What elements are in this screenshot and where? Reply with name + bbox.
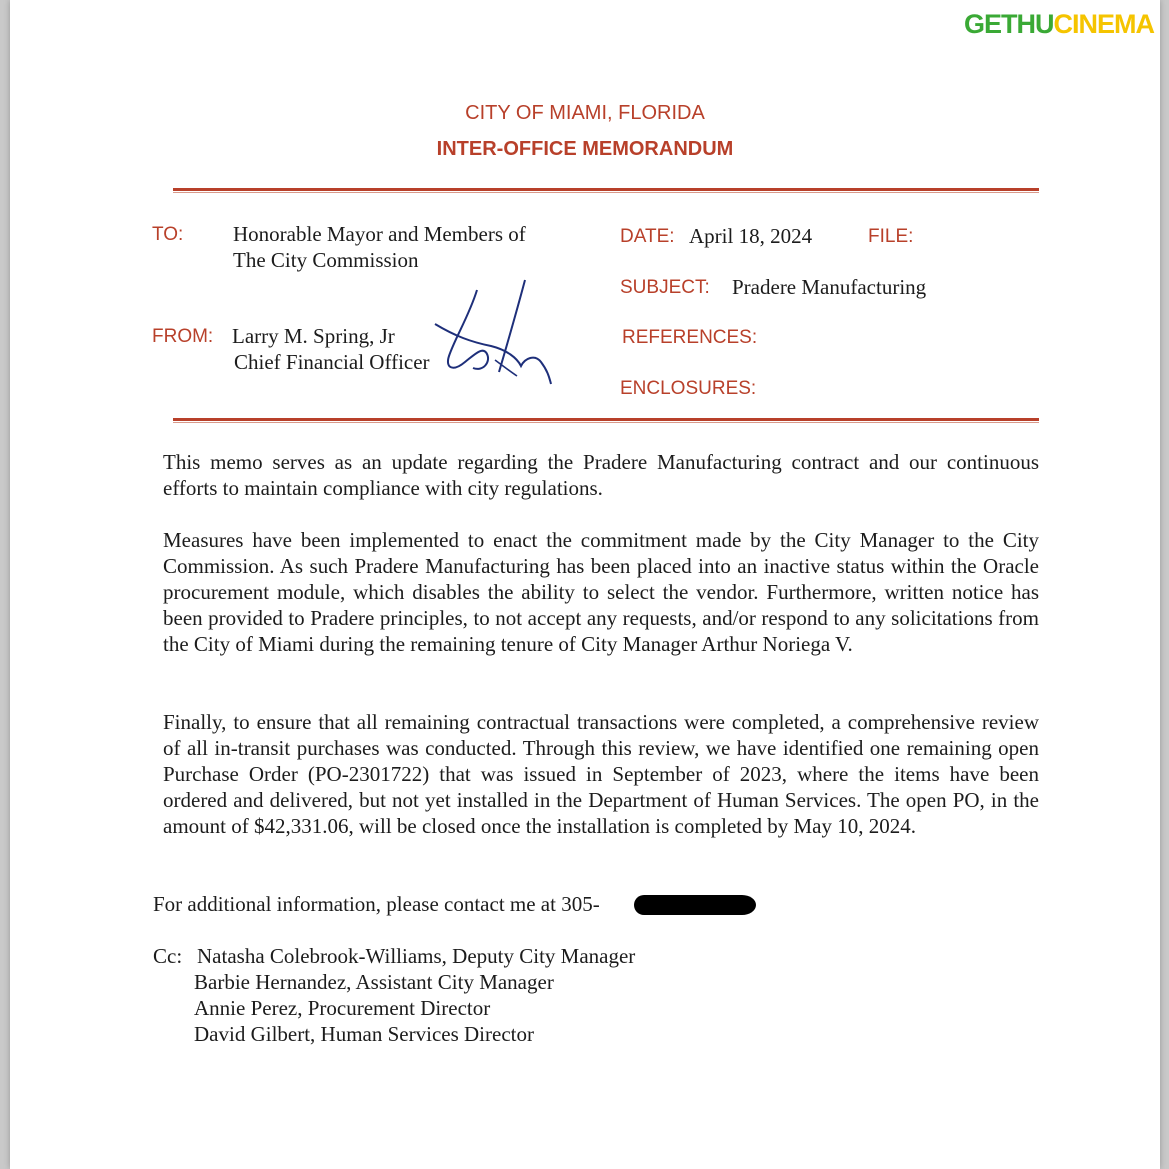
top-divider (173, 188, 1039, 191)
cc-recipient-1: Natasha Colebrook-Williams, Deputy City Manager (197, 944, 636, 968)
cc-recipient-3: Annie Perez, Procurement Director (194, 996, 491, 1020)
watermark-text-right: CINEMA (1053, 8, 1154, 39)
body-paragraph-3: Finally, to ensure that all remaining contractual transactions were completed, a comprehensive review of all in-transit purchases was conducted. Through this review, we have identified one remaining open Purchase Order (PO-2301722) that was issued in September of 2023, where the items have been ordered and delivered, but not yet installed in the Department of Human Services. The open PO, in the amount of $42,331.06, will be closed once the installation is completed by May 10, 2024. (163, 710, 1039, 838)
to-recipient-line2: The City Commission (233, 248, 419, 272)
org-title: CITY OF MIAMI, FLORIDA (465, 102, 705, 124)
to-label: TO: (152, 224, 184, 245)
cc-recipient-2: Barbie Hernandez, Assistant City Manager (194, 970, 554, 994)
from-name: Larry M. Spring, Jr (232, 324, 395, 348)
signature-image (425, 276, 565, 394)
to-recipient-line1: Honorable Mayor and Members of (233, 222, 526, 246)
contact-line: For additional information, please contact me at 305- (153, 892, 600, 916)
subject-value: Pradere Manufacturing (732, 275, 927, 299)
file-label: FILE: (868, 226, 914, 247)
enclosures-label: ENCLOSURES: (620, 378, 757, 399)
subject-label: SUBJECT: (620, 277, 710, 298)
memo-title: INTER-OFFICE MEMORANDUM (436, 138, 734, 160)
body-paragraph-2: Measures have been implemented to enact the commitment made by the City Manager to the City Commission. As such Pradere Manufacturing has been placed into an inactive status within the Oracle procurement module, which disables the ability to select the vendor. Furthermore, written notice has been provided to Pradere principles, to not accept any requests, and/or respond to any solicitations from the City of Miami during the remaining tenure of City Manager Arthur Noriega V. (163, 528, 1039, 656)
from-title: Chief Financial Officer (234, 350, 430, 374)
references-label: REFERENCES: (622, 327, 758, 348)
watermark-text-left: GETHU (964, 8, 1054, 39)
cc-label: Cc: (153, 944, 183, 968)
memo-page (10, 0, 1160, 1169)
date-value: April 18, 2024 (689, 224, 813, 248)
body-paragraph-1: This memo serves as an update regarding the Pradere Manufacturing contract and our continuous efforts to maintain compliance with city regulations. (163, 450, 1039, 500)
date-label: DATE: (620, 226, 675, 247)
cc-recipient-4: David Gilbert, Human Services Director (194, 1022, 534, 1046)
watermark-logo (964, 6, 1154, 42)
bottom-divider (173, 418, 1039, 421)
redacted-phone-number (634, 895, 756, 915)
from-label: FROM: (152, 326, 214, 347)
